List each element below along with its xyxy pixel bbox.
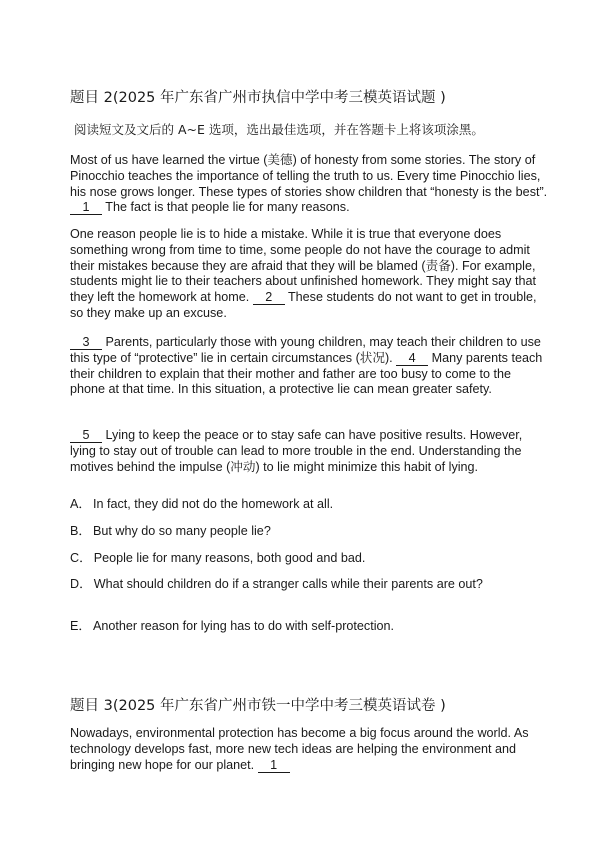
- option-text: People lie for many reasons, both good and bad.: [93, 551, 366, 565]
- blank-4: 4: [396, 352, 428, 366]
- blank-1: 1: [258, 759, 290, 773]
- option-e: [70, 618, 490, 635]
- blank-1: 1: [70, 201, 102, 215]
- option-letter: D．: [70, 577, 92, 591]
- option-letter: B．: [70, 524, 91, 538]
- passage-3-paragraph-1: [70, 726, 548, 773]
- option-b: [70, 523, 490, 540]
- paragraph-text: The fact is that people lie for many reasons.: [102, 200, 350, 215]
- paragraph-text: Many parents teach their children to explain that their mother and father are too busy to come to the phone at that time. In this situation, a protective lie can mean greater safety.: [70, 350, 543, 397]
- question-3-title: 题目 3(2025 年广东省广州市铁一中学中考三模英语试卷 ): [70, 698, 446, 714]
- passage-paragraph-3: [70, 335, 548, 398]
- option-text: Another reason for lying has to do with self-protection.: [93, 619, 395, 633]
- paragraph-text: Most of us have learned the virtue (美德) of honesty from some stories. The story of Pinocchio teaches the importance of telling the truth to us. Every time Pinocchio lies, his nose grows longer. These types of stories show children that “honesty is the best”.: [70, 153, 548, 199]
- passage-paragraph-1: [70, 153, 548, 216]
- option-letter: C．: [70, 551, 92, 565]
- option-c: [70, 550, 490, 567]
- option-letter: A．: [70, 497, 91, 511]
- paragraph-text: Lying to keep the peace or to stay safe can have positive results. However, lying to stay out of trouble can lead to more trouble in the end. Understanding the motives behind the impulse (冲动) to lie might minimize this habit of lying.: [70, 428, 523, 474]
- question-2-title: 题目 2(2025 年广东省广州市执信中学中考三模英语试题 ): [70, 90, 446, 106]
- passage-paragraph-4: [70, 428, 548, 475]
- blank-2: 2: [253, 291, 285, 305]
- paragraph-text: Nowadays, environmental protection has become a big focus around the world. As technology develops fast, more new tech ideas are helping the environment and bringing new hope for our planet.: [70, 726, 529, 772]
- passage-paragraph-2: [70, 227, 548, 322]
- paragraph-text: One reason people lie is to hide a mistake. While it is true that everyone does something wrong from time to time, some people do not have the courage to admit their mistakes because they are afraid that they will be blamed (责备). For example, students might lie to their teachers about unfinished homework. They might say that they left the homework at home.: [70, 227, 536, 305]
- option-d: [70, 576, 490, 593]
- option-text: What should children do if a stranger calls while their parents are out?: [93, 577, 483, 591]
- blank-5: 5: [70, 429, 102, 443]
- option-letter: E．: [70, 619, 91, 633]
- option-a: [70, 496, 490, 513]
- paragraph-text: Parents, particularly those with young children, may teach their children to use this type of “protective” lie in certain circumstances (状况).: [70, 335, 541, 365]
- blank-3: 3: [70, 336, 102, 350]
- question-2-instruction: 阅读短文及文后的 A~E 选项，选出最佳选项，并在答题卡上将该项涂黑。: [74, 122, 484, 137]
- paragraph-text: These students do not want to get in trouble, so they make up an excuse.: [70, 290, 537, 320]
- option-text: In fact, they did not do the homework at all.: [93, 497, 334, 511]
- option-text: But why do so many people lie?: [93, 524, 271, 538]
